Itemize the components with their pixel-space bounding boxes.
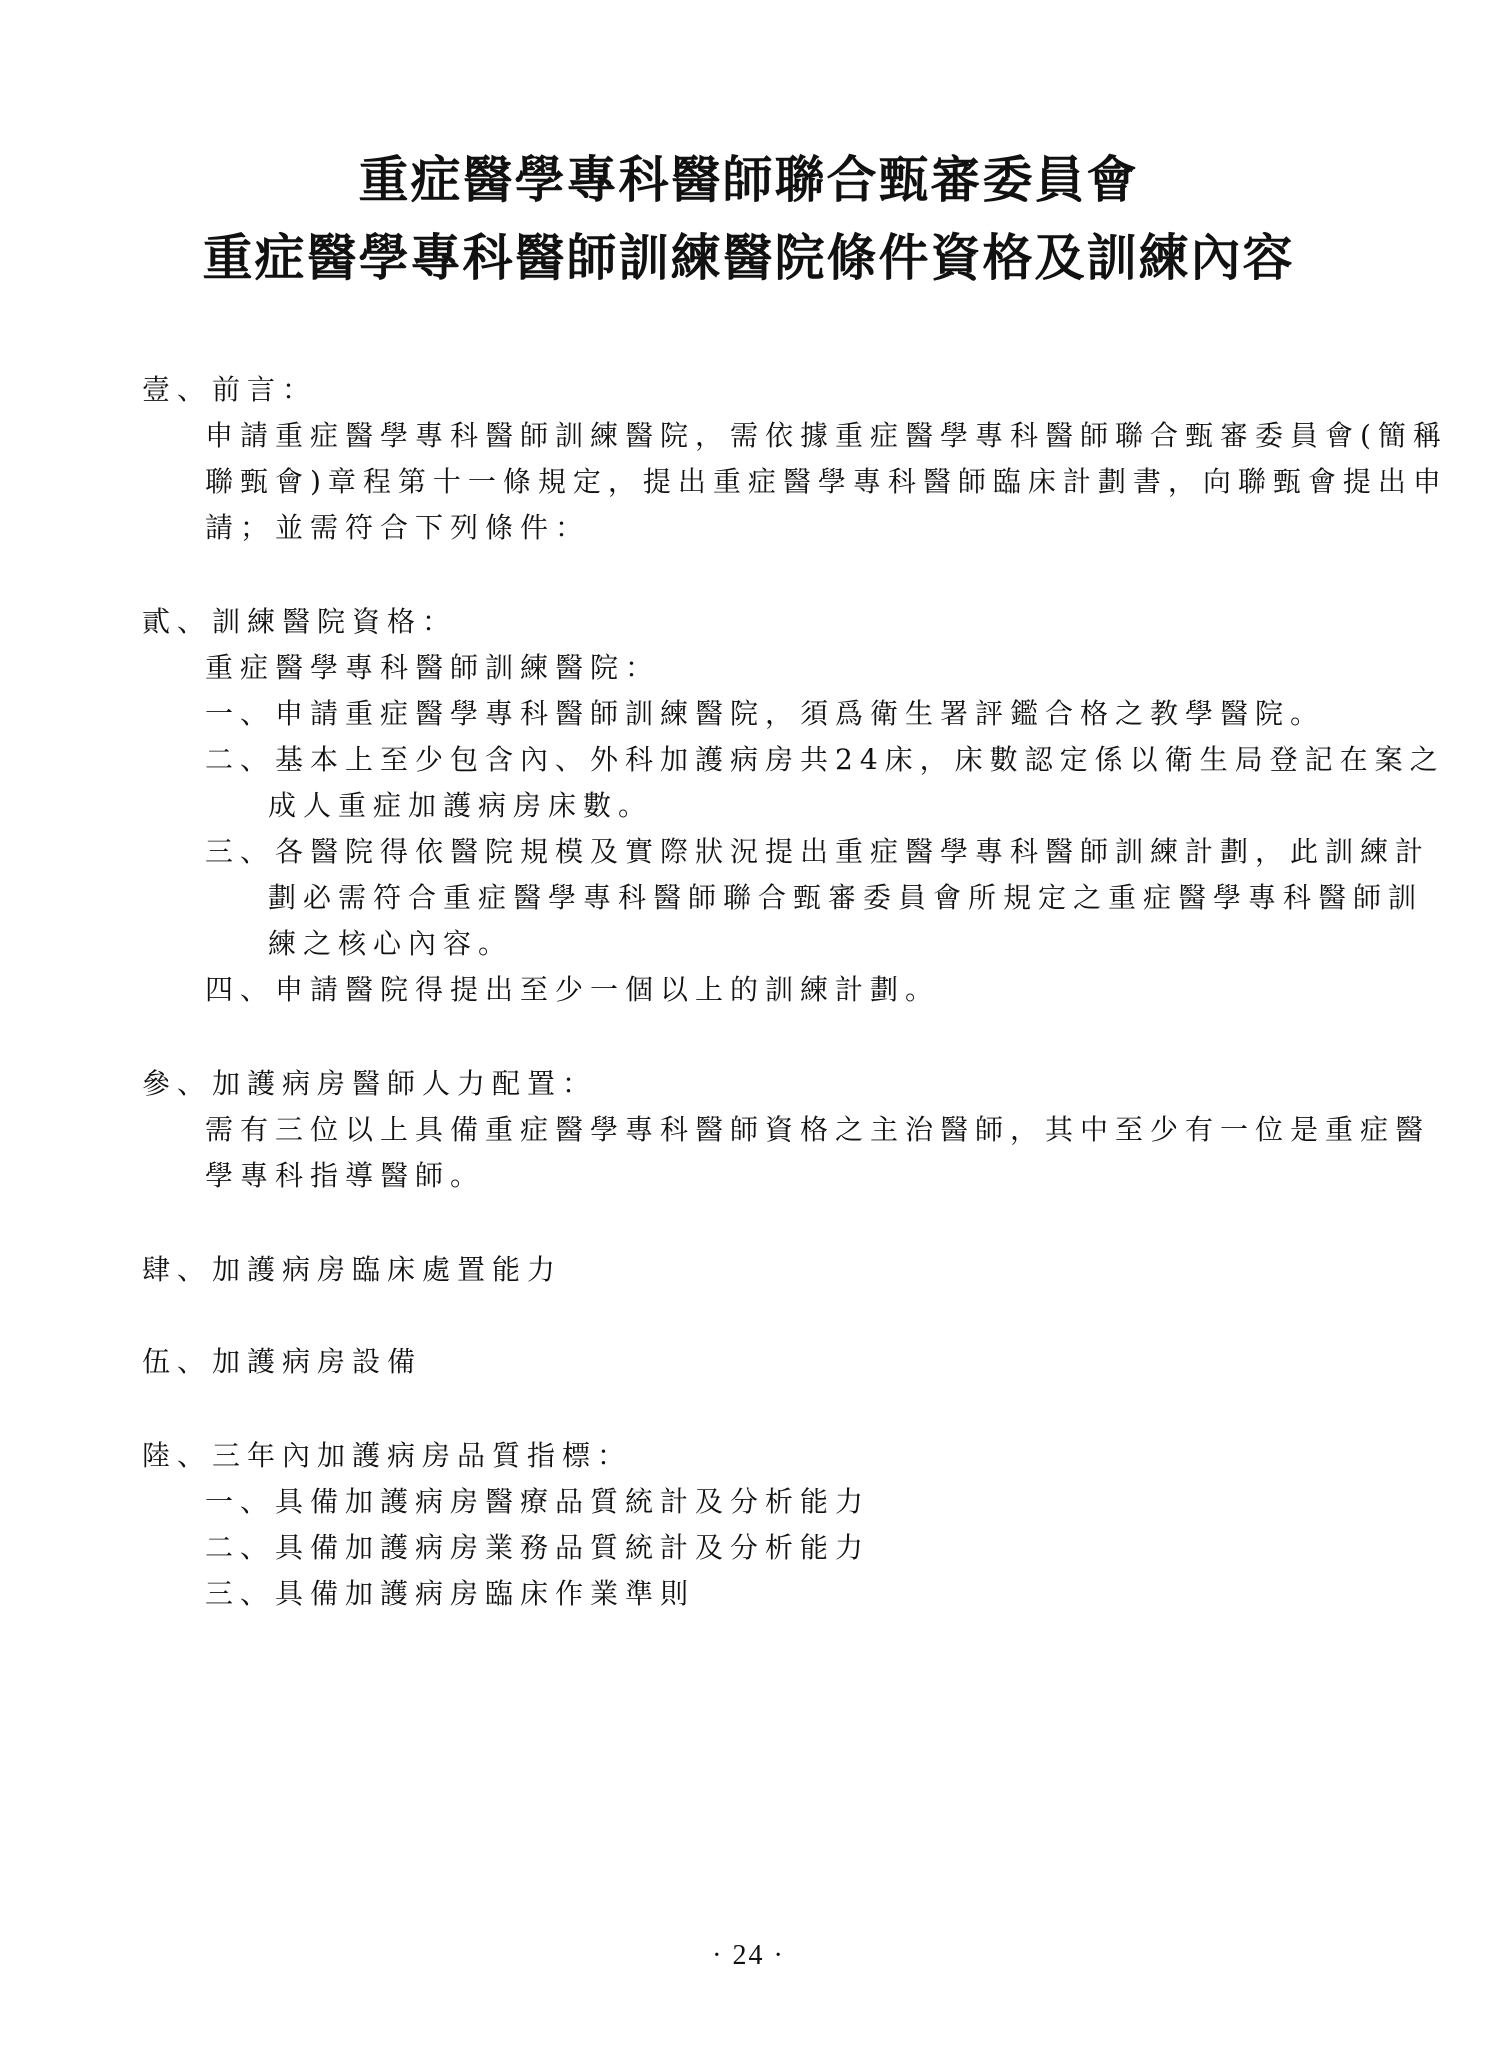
- section-heading-1: 壹、前言：: [142, 373, 318, 406]
- section-heading-4: 肆、加護病房臨床處置能力: [142, 1253, 563, 1286]
- section-heading-3: 參、加護病房醫師人力配置：: [142, 1067, 598, 1100]
- paragraph-line: 聯甄會)章程第十一條規定，提出重症醫學專科醫師臨床計劃書，向聯甄會提出申: [205, 465, 1448, 498]
- list-item: 四、申請醫院得提出至少一個以上的訓練計劃。: [205, 973, 941, 1006]
- section-heading-2: 貳、訓練醫院資格：: [142, 605, 458, 638]
- page-number: · 24 ·: [712, 1940, 785, 1971]
- list-item: 二、具備加護病房業務品質統計及分析能力: [205, 1531, 871, 1564]
- paragraph-line: 申請重症醫學專科醫師訓練醫院，需依據重症醫學專科醫師聯合甄審委員會(簡稱: [205, 419, 1448, 452]
- paragraph-line: 需有三位以上具備重症醫學專科醫師資格之主治醫師，其中至少有一位是重症醫: [205, 1113, 1431, 1146]
- list-item: 一、具備加護病房醫療品質統計及分析能力: [205, 1485, 871, 1518]
- document-subtitle: 重症醫學專科醫師訓練醫院條件資格及訓練內容: [202, 229, 1295, 287]
- list-item: 三、各醫院得依醫院規模及實際狀況提出重症醫學專科醫師訓練計劃，此訓練計: [205, 835, 1431, 868]
- section-heading-6: 陸、三年內加護病房品質指標：: [142, 1439, 633, 1472]
- list-item-continuation: 成人重症加護病房床數。: [268, 789, 654, 822]
- document-title: 重症醫學專科醫師聯合甄審委員會: [358, 151, 1139, 209]
- paragraph-line: 學專科指導醫師。: [205, 1159, 486, 1192]
- list-item: 二、基本上至少包含內、外科加護病房共24床，床數認定係以衛生局登記在案之: [205, 743, 1445, 776]
- list-item: 一、申請重症醫學專科醫師訓練醫院，須爲衛生署評鑑合格之教學醫院。: [205, 697, 1326, 730]
- list-item-continuation: 練之核心內容。: [268, 927, 514, 960]
- section-heading-5: 伍、加護病房設備: [142, 1345, 423, 1378]
- section-intro: 重症醫學專科醫師訓練醫院：: [205, 651, 661, 684]
- list-item-continuation: 劃必需符合重症醫學專科醫師聯合甄審委員會所規定之重症醫學專科醫師訓: [268, 881, 1424, 914]
- list-item: 三、具備加護病房臨床作業準則: [205, 1577, 696, 1610]
- paragraph-line: 請；並需符合下列條件：: [205, 511, 591, 544]
